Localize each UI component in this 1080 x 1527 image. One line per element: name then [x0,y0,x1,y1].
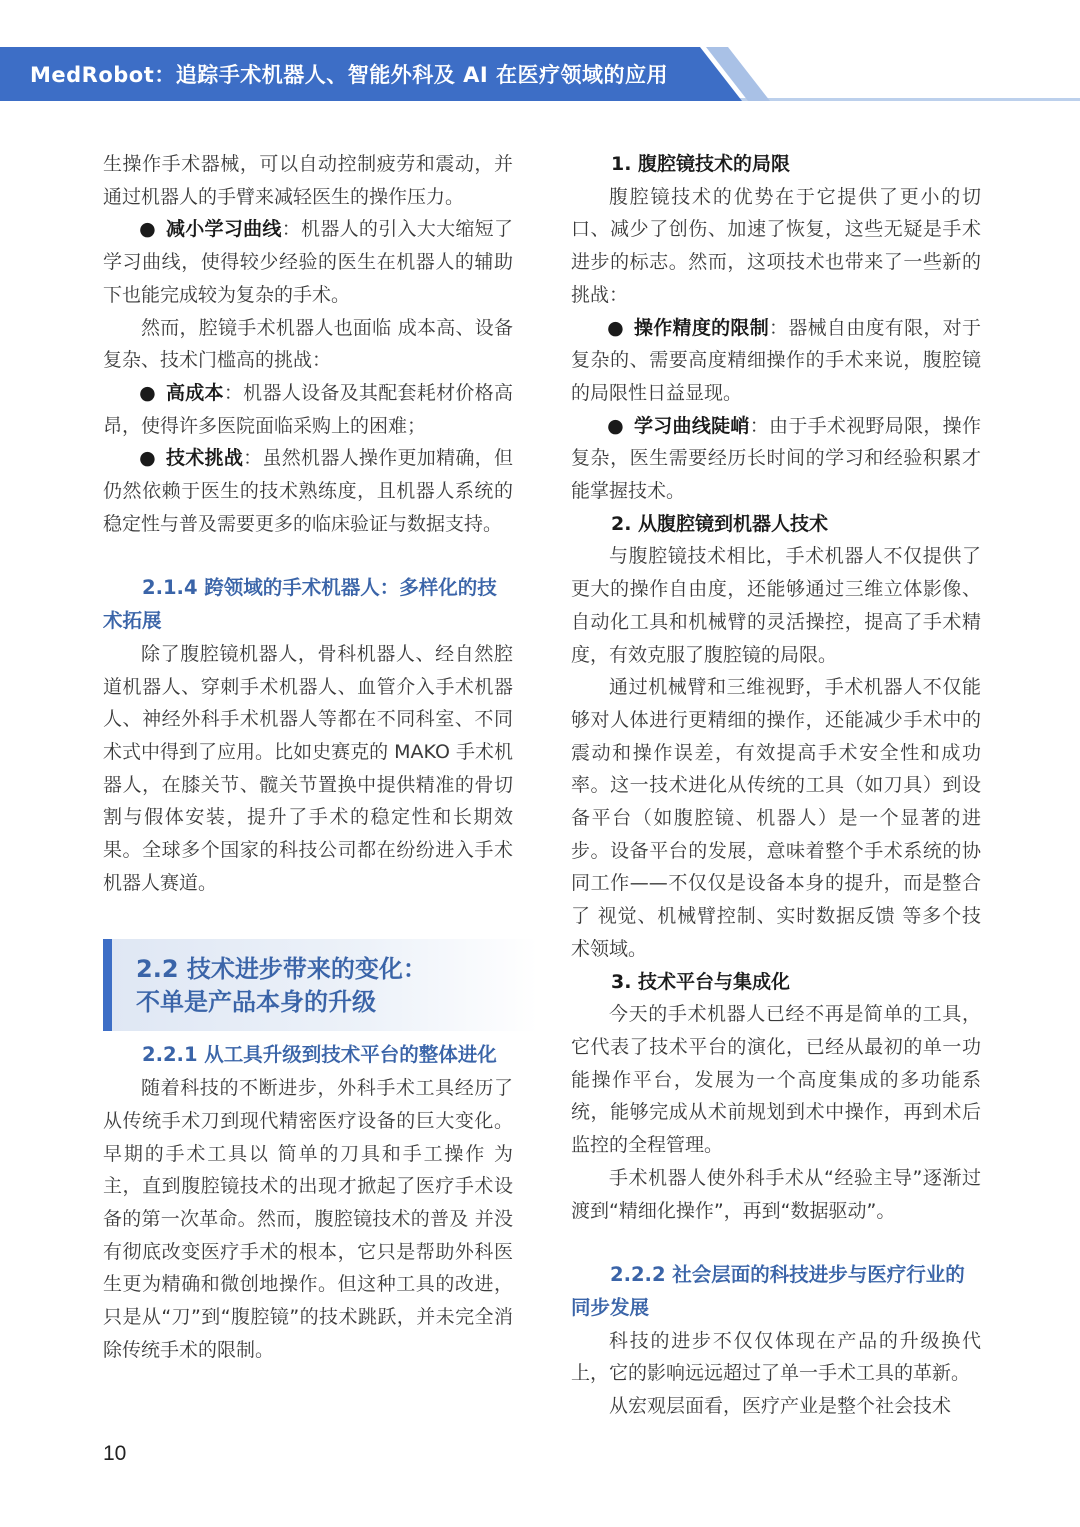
bullet-text: ：器械自由度有限，对于复杂的、需要高度精细操作的手术来说，腹腔镜的局限性日益显现。 [571,316,981,404]
bullet-item [571,312,981,410]
bullet-text: ：由于手术视野局限，操作复杂，医生需要经历长时间的学习和经验积累才能掌握技术。 [571,414,981,503]
header-title: MedRobot：追踪手术机器人、智能外科及 AI 在医疗领域的应用 [30,63,668,87]
paragraph: 除了腹腔镜机器人，骨科机器人、经自然腔道机器人、穿刺手术机器人、血管介入手术机器人、神经外科手术机器人等都在不同科室、不同术式中得到了应用。比如史赛克的 MAKO 手术机器人，在膝关节、髋关节置换中提供精准的骨切割与假体安装，提升了手术的稳定性和长期效果。全球多个国家的科技公司都在纷纷进入手术机器人赛道。 [103,642,513,894]
paragraph: 生操作手术器械，可以自动控制疲劳和震动，并通过机器人的手臂来减轻医生的操作压力。 [103,153,513,208]
bullet-label: 学习曲线陡峭 [633,414,750,437]
bullet-label: 操作精度的限制 [633,316,770,339]
header-shape [0,0,1080,110]
bullet-dot: ● [139,218,156,241]
subsection-heading-2-2-2: 2.2.2 社会层面的科技进步与医疗行业的同步发展 [571,1263,965,1319]
paragraph: 从宏观层面看，医疗产业是整个社会技术 [609,1395,952,1418]
paragraph: 腹腔镜技术的优势在于它提供了更小的切口、减少了创伤、加速了恢复，这些无疑是手术进步的标志。然而，这项技术也带来了一些新的挑战： [571,185,981,306]
bullet-item [103,213,513,311]
paragraph: 手术机器人使外科手术从“经验主导”逐渐过渡到“精细化操作”，再到“数据驱动”。 [571,1166,981,1222]
paragraph: 然而，腔镜手术机器人也面临 成本高、设备复杂、技术门槛高的挑战： [103,316,513,372]
numbered-heading-3: 3. 技术平台与集成化 [611,970,791,993]
paragraph: 随着科技的不断进步，外科手术工具经历了从传统手术刀到现代精密医疗设备的巨大变化。早期的手术工具以 简单的刀具和手工操作 为主，直到腹腔镜技术的出现才掀起了医疗手术设备的第一次革命。然而，腹腔镜技术的普及 并没有彻底改变医疗手术的根本，它只是帮助外科医生更为精确和微创地操作。但这种工具的改进，只是从“刀”到“腹腔镜”的技术跳跃，并未完全消除传统手术的限制。 [103,1077,513,1361]
bullet-dot: ● [139,447,156,470]
section-heading-line-2: 不单是产品本身的升级 [136,988,376,1017]
bullet-dot: ● [607,316,624,339]
left-column [103,148,513,1367]
bullet-item [103,377,513,442]
bullet-text: ：机器人设备及其配套耗材价格高昂，使得许多医院面临采购上的困难； [103,381,513,437]
bullet-text: ：机器人的引入大大缩短了学习曲线，使得较少经验的医生在机器人的辅助下也能完成较为复杂的手术。 [103,218,513,306]
numbered-heading-1: 1. 腹腔镜技术的局限 [611,153,791,175]
paragraph: 通过机械臂和三维视野，手术机器人不仅能够对人体进行更精细的操作，还能减少手术中的 震动和操作误差，有效提高手术安全性和成功率。这一技术进化从传统的工具（如刀具）到设备平台（如腹腔镜、机器人）是一个显著的进步。设备平台的发展，意味着整个手术系统的协同工作——不仅仅是设备本身的提升，而是整合了 视觉、机械臂控制、实时数据反馈 等多个技术领域。 [571,676,981,960]
paragraph: 与腹腔镜技术相比，手术机器人不仅提供了更大的操作自由度，还能够通过三维立体影像、自动化工具和机械臂的灵活操控，提高了手术精度，有效克服了腹腔镜的局限。 [571,545,981,666]
bullet-item [103,442,513,540]
bullet-label: 高成本 [165,381,224,404]
section-heading-line-1: 2.2 技术进步带来的变化： [136,955,427,984]
numbered-heading-2: 2. 从腹腔镜到机器人技术 [611,512,829,535]
bullet-dot: ● [607,414,624,437]
section-heading-2-2 [103,939,538,1031]
subsection-heading-2-1-4: 2.1.4 跨领域的手术机器人：多样化的技术拓展 [103,576,497,633]
paragraph: 科技的进步不仅仅体现在产品的升级换代上，它的影响远远超过了单一手术工具的革新。 [571,1329,981,1385]
subsection-heading-2-2-1: 2.2.1 从工具升级到技术平台的整体进化 [142,1043,497,1067]
page-number: 10 [103,1442,127,1465]
header-banner [0,0,1080,110]
paragraph: 今天的手术机器人已经不再是简单的工具，它代表了技术平台的演化，已经从最初的单一功能操作平台，发展为一个高度集成的多功能系统，能够完成从术前规划到术中操作，再到术后监控的全程管理。 [571,1003,981,1157]
bullet-text: ：虽然机器人操作更加精确，但仍然依赖于医生的技术熟练度，且机器人系统的稳定性与普及需要更多的临床验证与数据支持。 [103,447,513,535]
bullet-dot: ● [139,381,156,404]
bullet-item [571,410,981,508]
bullet-label: 减小学习曲线 [165,218,282,241]
right-column [571,148,981,1423]
bullet-label: 技术挑战 [165,447,244,470]
